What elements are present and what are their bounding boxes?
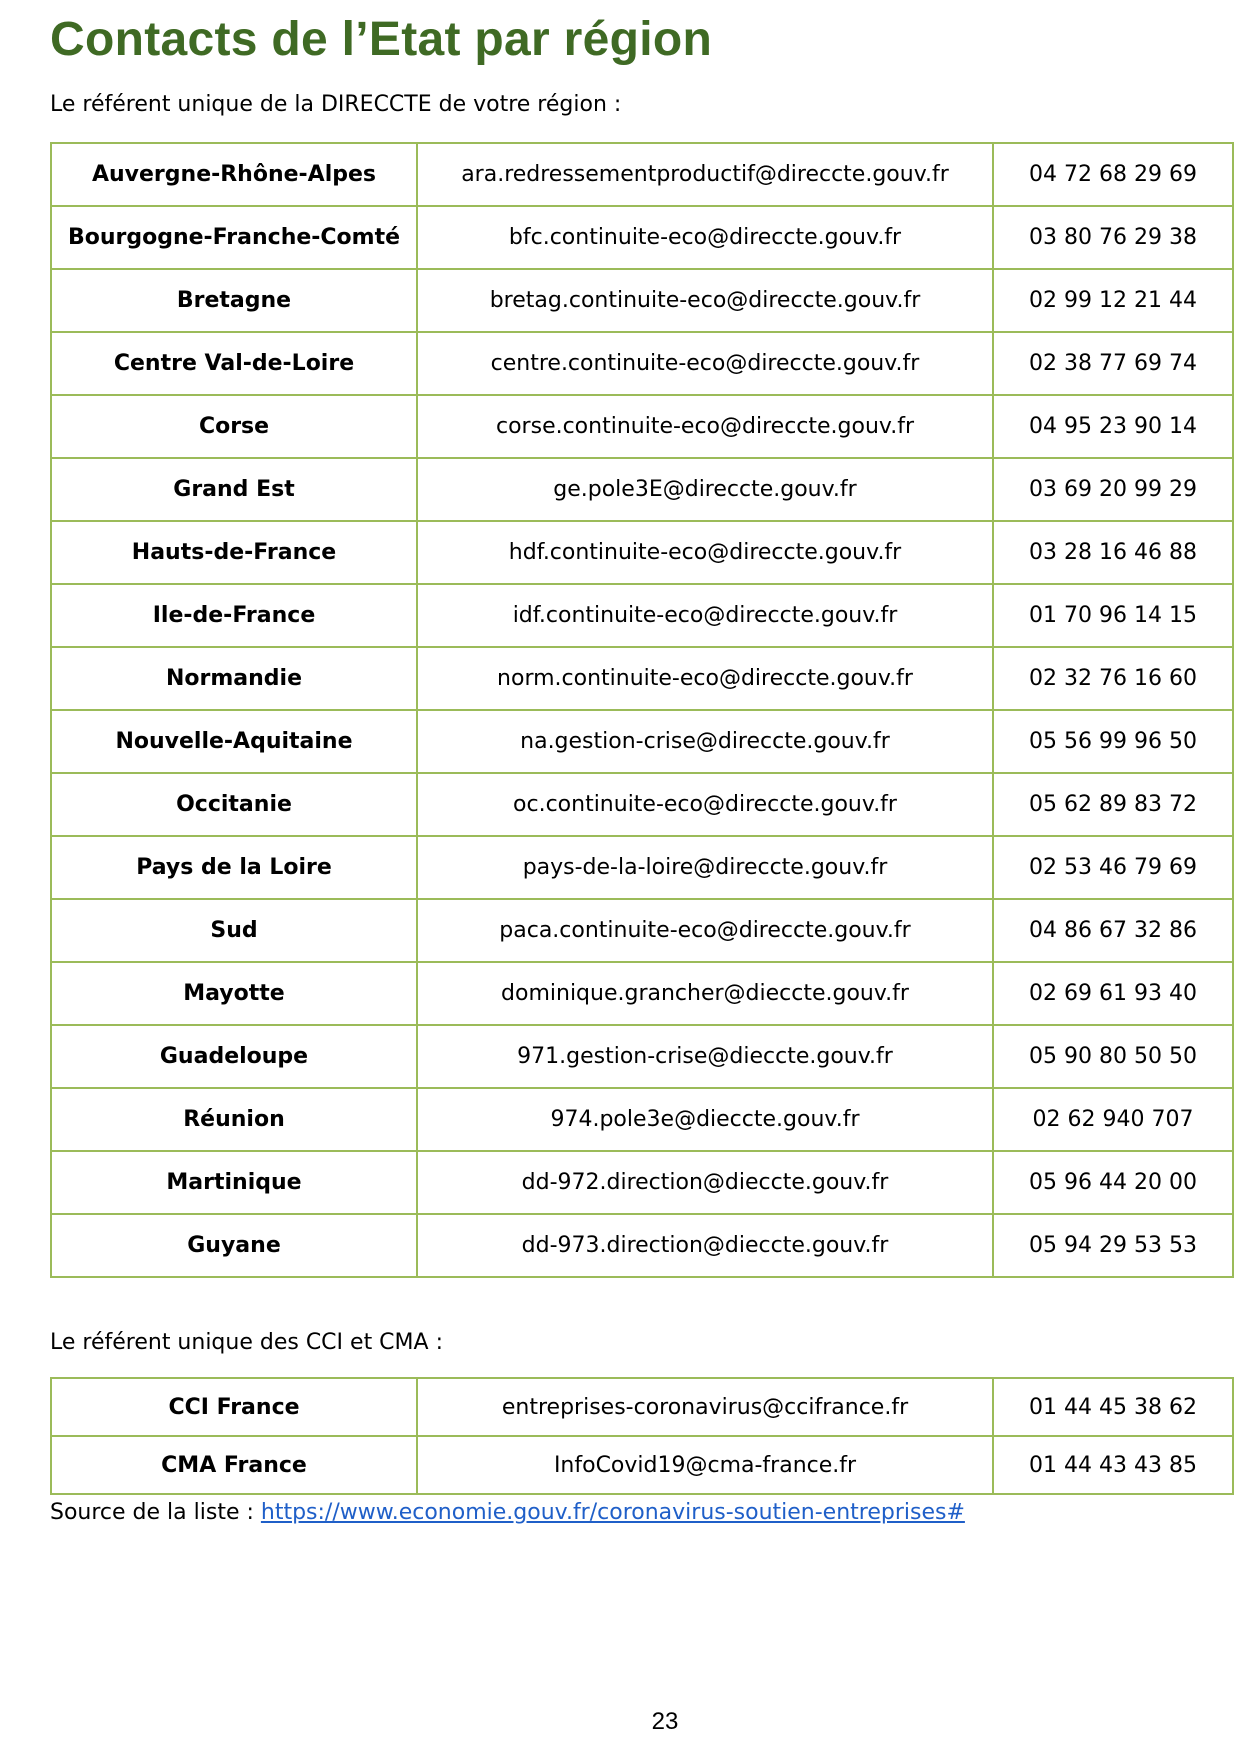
region-cell: Sud: [51, 899, 417, 962]
table-row: [51, 836, 1233, 899]
table-row: [51, 773, 1233, 836]
phone-cell: 02 62 940 707: [993, 1088, 1233, 1151]
region-cell: Corse: [51, 395, 417, 458]
email-cell: 971.gestion-crise@dieccte.gouv.fr: [417, 1025, 993, 1088]
table-row: [51, 332, 1233, 395]
email-cell: bretag.continuite-eco@direccte.gouv.fr: [417, 269, 993, 332]
phone-cell: 04 72 68 29 69: [993, 143, 1233, 206]
region-cell: Bourgogne-Franche-Comté: [51, 206, 417, 269]
email-cell: paca.continuite-eco@direccte.gouv.fr: [417, 899, 993, 962]
email-cell: centre.continuite-eco@direccte.gouv.fr: [417, 332, 993, 395]
table-row: [51, 269, 1233, 332]
region-cell: Réunion: [51, 1088, 417, 1151]
phone-cell: 05 56 99 96 50: [993, 710, 1233, 773]
region-cell: Grand Est: [51, 458, 417, 521]
region-cell: Guadeloupe: [51, 1025, 417, 1088]
phone-cell: 02 32 76 16 60: [993, 647, 1233, 710]
region-cell: Auvergne-Rhône-Alpes: [51, 143, 417, 206]
phone-cell: 03 69 20 99 29: [993, 458, 1233, 521]
phone-cell: 04 86 67 32 86: [993, 899, 1233, 962]
source-label: Source de la liste :: [50, 1500, 261, 1525]
region-cell: Guyane: [51, 1214, 417, 1277]
direccte-intro: Le référent unique de la DIRECCTE de votre région :: [50, 92, 622, 117]
table-row: [51, 584, 1233, 647]
region-cell: CCI France: [51, 1378, 417, 1436]
email-cell: na.gestion-crise@direccte.gouv.fr: [417, 710, 993, 773]
phone-cell: 02 99 12 21 44: [993, 269, 1233, 332]
table-row: [51, 206, 1233, 269]
phone-cell: 01 70 96 14 15: [993, 584, 1233, 647]
email-cell: entreprises-coronavirus@ccifrance.fr: [417, 1378, 993, 1436]
table-row: [51, 962, 1233, 1025]
region-cell: Mayotte: [51, 962, 417, 1025]
table-row: [51, 1378, 1233, 1436]
table-row: [51, 395, 1233, 458]
phone-cell: 02 38 77 69 74: [993, 332, 1233, 395]
region-cell: Martinique: [51, 1151, 417, 1214]
region-cell: Nouvelle-Aquitaine: [51, 710, 417, 773]
region-cell: Ile-de-France: [51, 584, 417, 647]
phone-cell: 01 44 45 38 62: [993, 1378, 1233, 1436]
email-cell: bfc.continuite-eco@direccte.gouv.fr: [417, 206, 993, 269]
region-cell: Hauts-de-France: [51, 521, 417, 584]
email-cell: dd-973.direction@dieccte.gouv.fr: [417, 1214, 993, 1277]
email-cell: oc.continuite-eco@direccte.gouv.fr: [417, 773, 993, 836]
table-row: [51, 899, 1233, 962]
email-cell: ara.redressementproductif@direccte.gouv.fr: [417, 143, 993, 206]
phone-cell: 05 96 44 20 00: [993, 1151, 1233, 1214]
table-row: [51, 1436, 1233, 1494]
cci-cma-intro: Le référent unique des CCI et CMA :: [50, 1330, 443, 1355]
email-cell: dominique.grancher@dieccte.gouv.fr: [417, 962, 993, 1025]
direccte-contacts-table: [50, 142, 1234, 1278]
phone-cell: 02 69 61 93 40: [993, 962, 1233, 1025]
email-cell: InfoCovid19@cma-france.fr: [417, 1436, 993, 1494]
phone-cell: 05 94 29 53 53: [993, 1214, 1233, 1277]
table-row: [51, 1151, 1233, 1214]
table-row: [51, 521, 1233, 584]
table-row: [51, 647, 1233, 710]
email-cell: 974.pole3e@dieccte.gouv.fr: [417, 1088, 993, 1151]
source-link[interactable]: https://www.economie.gouv.fr/coronavirus-soutien-entreprises#: [260, 1500, 965, 1525]
region-cell: Occitanie: [51, 773, 417, 836]
phone-cell: 05 90 80 50 50: [993, 1025, 1233, 1088]
phone-cell: 04 95 23 90 14: [993, 395, 1233, 458]
region-cell: CMA France: [51, 1436, 417, 1494]
page-number: 23: [651, 1708, 679, 1735]
email-cell: dd-972.direction@dieccte.gouv.fr: [417, 1151, 993, 1214]
email-cell: norm.continuite-eco@direccte.gouv.fr: [417, 647, 993, 710]
source-line: [50, 1500, 965, 1525]
page-title: Contacts de l’Etat par région: [50, 13, 713, 66]
cci-cma-contacts-table: [50, 1377, 1234, 1495]
table-row: [51, 458, 1233, 521]
phone-cell: 03 80 76 29 38: [993, 206, 1233, 269]
phone-cell: 05 62 89 83 72: [993, 773, 1233, 836]
phone-cell: 03 28 16 46 88: [993, 521, 1233, 584]
phone-cell: 02 53 46 79 69: [993, 836, 1233, 899]
phone-cell: 01 44 43 43 85: [993, 1436, 1233, 1494]
region-cell: Normandie: [51, 647, 417, 710]
cci-cma-table-body: [51, 1378, 1233, 1494]
table-row: [51, 710, 1233, 773]
email-cell: idf.continuite-eco@direccte.gouv.fr: [417, 584, 993, 647]
region-cell: Bretagne: [51, 269, 417, 332]
email-cell: pays-de-la-loire@direccte.gouv.fr: [417, 836, 993, 899]
table-row: [51, 143, 1233, 206]
email-cell: ge.pole3E@direccte.gouv.fr: [417, 458, 993, 521]
email-cell: corse.continuite-eco@direccte.gouv.fr: [417, 395, 993, 458]
email-cell: hdf.continuite-eco@direccte.gouv.fr: [417, 521, 993, 584]
region-cell: Centre Val-de-Loire: [51, 332, 417, 395]
table-row: [51, 1214, 1233, 1277]
table-row: [51, 1088, 1233, 1151]
table-row: [51, 1025, 1233, 1088]
region-cell: Pays de la Loire: [51, 836, 417, 899]
direccte-table-body: [51, 143, 1233, 1277]
